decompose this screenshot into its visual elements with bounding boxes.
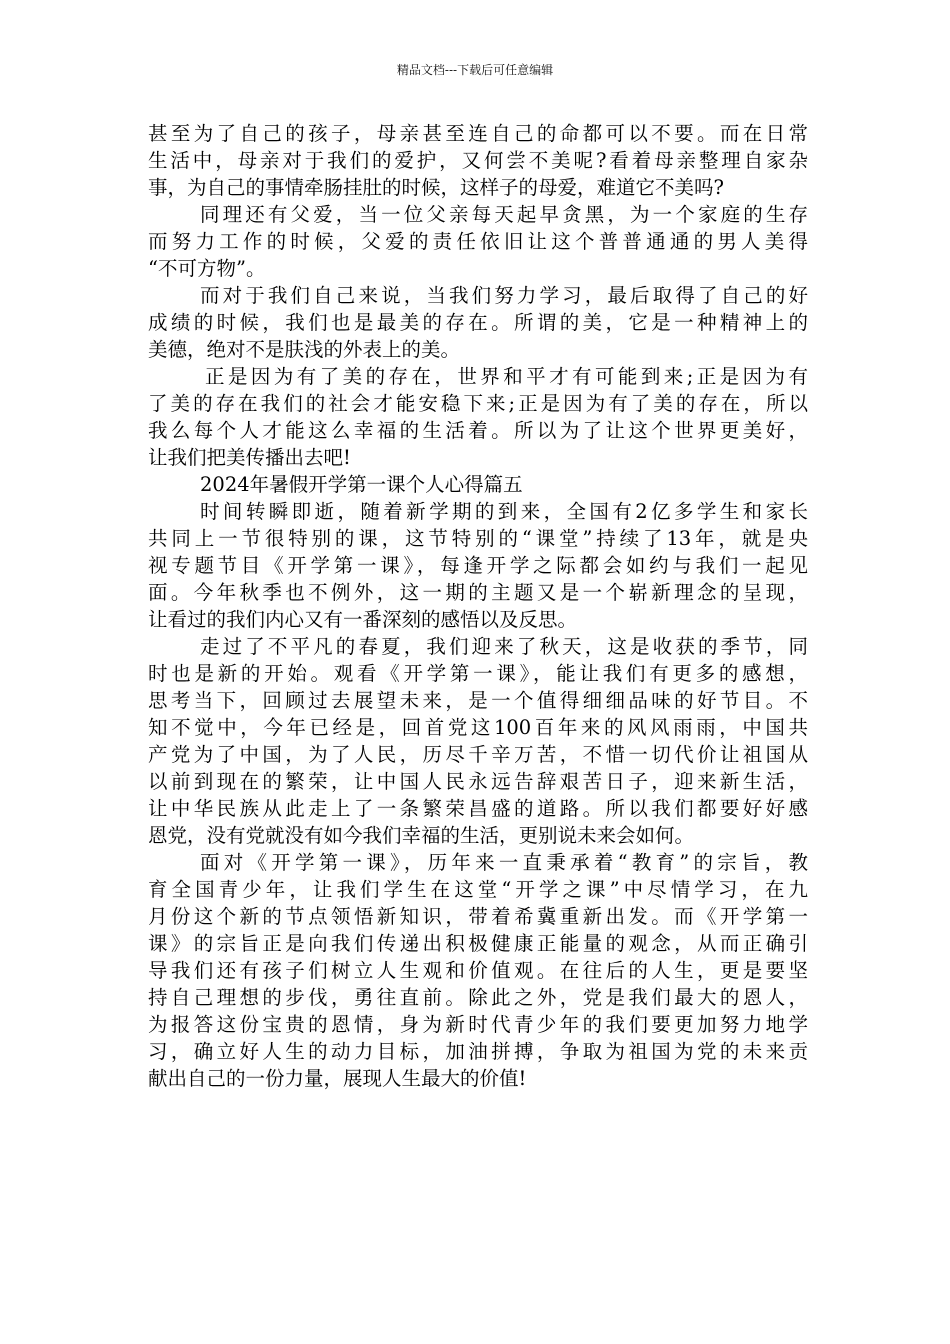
- text-line: 为报答这份宝贵的恩情，身为新时代青少年的我们要更加努力地学: [148, 1013, 808, 1036]
- text-line: “不可方物”。: [148, 257, 266, 280]
- text-line: 育全国青少年，让我们学生在这堂“开学之课”中尽情学习，在九: [148, 878, 808, 901]
- text-line: 视专题节目《开学第一课》，每逢开学之际都会如约与我们一起见: [148, 554, 808, 577]
- page-header: 精品文档---下载后可任意编辑: [396, 63, 554, 77]
- text-line: 了美的存在我们的社会才能安稳下来;正是因为有了美的存在，所以: [148, 392, 808, 415]
- text-line: 持自己理想的步伐，勇往直前。除此之外，党是我们最大的恩人，: [148, 986, 808, 1009]
- text-line: 时间转瞬即逝，随着新学期的到来，全国有2亿多学生和家长: [200, 500, 808, 523]
- text-line: 习，确立好人生的动力目标，加油拼搏，争取为祖国为党的未来贡: [148, 1040, 808, 1063]
- text-line: 同理还有父爱，当一位父亲每天起早贪黑，为一个家庭的生存: [200, 203, 808, 226]
- text-line: 月份这个新的节点领悟新知识，带着希冀重新出发。而《开学第一: [148, 905, 808, 928]
- document-body: [148, 120, 808, 1092]
- text-line: 事，为自己的事情牵肠挂肚的时候，这样子的母爱，难道它不美吗?: [148, 176, 724, 199]
- text-line: 献出自己的一份力量，展现人生最大的价值!: [148, 1067, 527, 1090]
- paragraph-father-love: [148, 201, 808, 282]
- paragraph-new-semester: [148, 498, 808, 633]
- text-line: 生活中，母亲对于我们的爱护，又何尝不美呢?看着母亲整理自家杂: [148, 149, 808, 172]
- text-line: 共同上一节很特别的课，这节特别的“课堂”持续了13年，就是央: [148, 527, 808, 550]
- paragraph-autumn: [148, 633, 808, 849]
- text-line: 思考当下，回顾过去展望未来，是一个值得细细品味的好节目。不: [148, 689, 808, 712]
- text-line: 我么每个人才能这么幸福的生活着。所以为了让这个世界更美好，: [148, 419, 808, 442]
- paragraph-mother-love: [148, 120, 808, 201]
- text-line: 让我们把美传播出去吧!: [148, 446, 351, 469]
- text-line: 时也是新的开始。观看《开学第一课》，能让我们有更多的感想，: [148, 662, 808, 685]
- text-line: 让中华民族从此走上了一条繁荣昌盛的道路。所以我们都要好好感: [148, 797, 808, 820]
- text-line: 面。今年秋季也不例外，这一期的主题又是一个崭新理念的呈现，: [148, 581, 808, 604]
- text-line: 美德，绝对不是肤浅的外表上的美。: [148, 338, 461, 361]
- text-line: 知不觉中，今年已经是，回首党这100百年来的风风雨雨，中国共: [148, 716, 808, 739]
- text-line: 面对《开学第一课》，历年来一直秉承着“教育”的宗旨，教: [200, 851, 808, 874]
- text-line: 成绩的时候，我们也是最美的存在。所谓的美，它是一种精神上的: [148, 311, 808, 334]
- text-line: 让看过的我们内心又有一番深刻的感悟以及反思。: [148, 608, 578, 631]
- text-line: 走过了不平凡的春夏，我们迎来了秋天，这是收获的季节，同: [200, 635, 808, 658]
- text-line: 产党为了中国，为了人民，历尽千辛万苦，不惜一切代价让祖国从: [148, 743, 808, 766]
- text-line: 以前到现在的繁荣，让中国人民永远告辞艰苦日子，迎来新生活，: [148, 770, 808, 793]
- text-line: 而努力工作的时候，父爱的责任依旧让这个普普通通的男人美得: [148, 230, 808, 253]
- paragraph-ourselves: [148, 282, 808, 363]
- text-line: 导我们还有孩子们树立人生观和价值观。在往后的人生，更是要坚: [148, 959, 808, 982]
- text-line: 课》的宗旨正是向我们传递出积极健康正能量的观念，从而正确引: [148, 932, 808, 955]
- text-line: 而对于我们自己来说，当我们努力学习，最后取得了自己的好: [200, 284, 808, 307]
- paragraph-beauty: [148, 363, 808, 471]
- text-line: 甚至为了自己的孩子，母亲甚至连自己的命都可以不要。而在日常: [148, 122, 808, 145]
- paragraph-first-lesson: [148, 849, 808, 1092]
- text-line: 恩党，没有党就没有如今我们幸福的生活，更别说未来会如何。: [148, 824, 695, 847]
- section-heading: 2024年暑假开学第一课个人心得篇五: [200, 473, 523, 496]
- text-line: 正是因为有了美的存在，世界和平才有可能到来;正是因为有: [205, 365, 808, 388]
